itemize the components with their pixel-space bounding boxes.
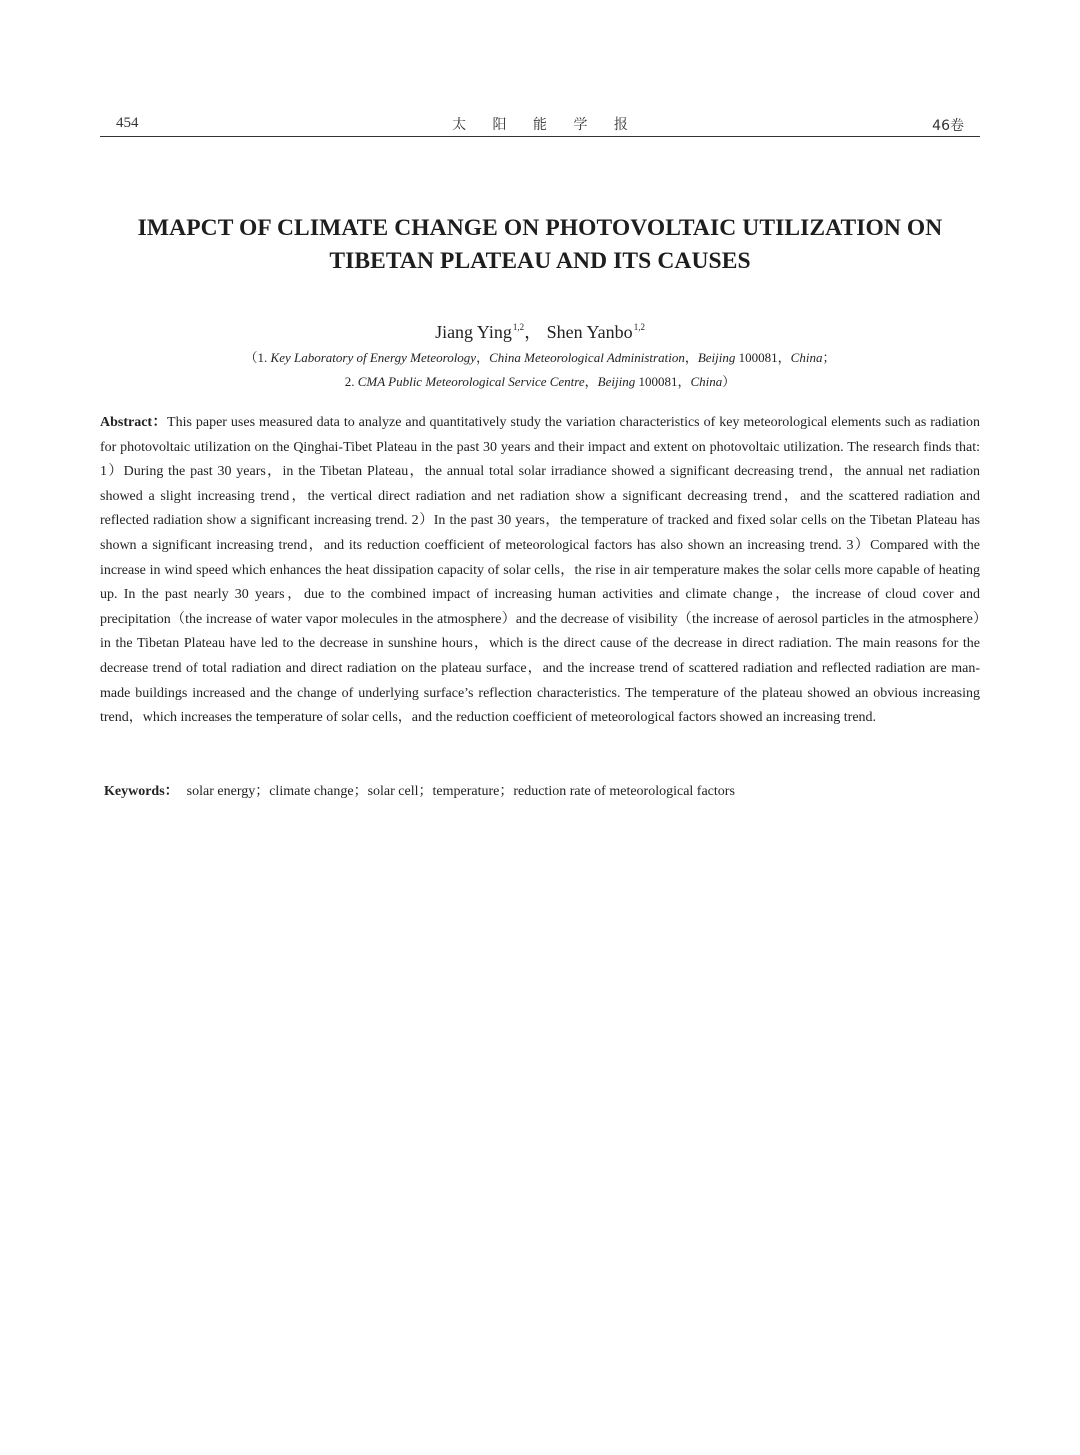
affiliation-2 — [100, 371, 980, 390]
keywords-text: solar energy；climate change；solar cell；temperature；reduction rate of meteorological factors — [186, 784, 735, 799]
running-header — [100, 112, 980, 137]
affiliation-1 — [100, 347, 980, 366]
affiliation-postcode: 100081， — [635, 374, 691, 389]
author-separator: ， — [524, 322, 547, 342]
title-line-2: TIBETAN PLATEAU AND ITS CAUSES — [329, 248, 751, 274]
affiliation-org: Key Laboratory of Energy Meteorology — [270, 350, 477, 365]
author-name: Shen Yanbo — [546, 322, 633, 342]
abstract-text: This paper uses measured data to analyze and quantitatively study the variation characteristics of key meteorological elements such as radiation for photovoltaic utilization on the Qinghai-Tibet Plateau in the past 30 years and their impact and extent on photovoltaic utilization. The research finds that: 1）During the past 30 years，in the Tibetan Plateau，the annual total solar irradiance showed a significant decreasing trend，the annual net radiation showed a slight increasing trend，the vertical direct radiation and net radiation show a significant decreasing trend，and the scattered radiation and reflected radiation show a significant increasing trend. 2）In the past 30 years，the temperature of tracked and fixed solar cells on the Tibetan Plateau has shown a significant increasing trend，and its reduction coefficient of meteorological factors has also shown an increasing trend. 3）Compared with the increase in wind speed which enhances the heat dissipation capacity of solar cells，the rise in air temperature makes the solar cells more capable of heating up. In the past nearly 30 years，due to the combined impact of increasing human activities and climate change，the increase of cloud cover and precipitation（the increase of water vapor molecules in the atmosphere）and the decrease of visibility（the increase of aerosol particles in the atmosphere）in the Tibetan Plateau have led to the decrease in sunshine hours，which is the direct cause of the decrease in direct radiation. The main reasons for the decrease trend of total radiation and direct radiation on the plateau surface，and the increase trend of scattered radiation and reflected radiation are man-made buildings increased and the change of underlying surface’s reflection characteristics. The temperature of the plateau showed an obvious increasing trend，which increases the temperature of solar cells，and the reduction coefficient of meteorological factors showed an increasing trend. — [100, 415, 980, 726]
affiliation-sep: ， — [684, 350, 698, 365]
paper-title — [100, 212, 980, 278]
affiliation-country: China — [790, 350, 823, 365]
abstract-label: Abstract： — [100, 415, 168, 430]
affiliation-agency: China Meteorological Administration — [489, 350, 685, 365]
author-affiliation-marker: 1,2 — [633, 322, 645, 332]
affiliation-sep: ， — [584, 374, 598, 389]
author-list — [100, 318, 980, 344]
affiliation-city: Beijing — [597, 374, 636, 389]
affiliation-prefix: 2. — [344, 374, 358, 389]
affiliation-postcode: 100081， — [735, 350, 791, 365]
page-number: 454 — [116, 115, 139, 131]
title-line-1: IMAPCT OF CLIMATE CHANGE ON PHOTOVOLTAIC UTILIZATION ON — [137, 215, 943, 241]
affiliation-city: Beijing — [697, 350, 736, 365]
affiliation-org: CMA Public Meteorological Service Centre — [357, 374, 585, 389]
volume-number: 46卷 — [932, 118, 964, 134]
affiliation-suffix: ； — [822, 350, 836, 365]
abstract — [100, 411, 980, 731]
keywords — [104, 780, 980, 805]
keywords-label: Keywords： — [104, 784, 179, 799]
author-affiliation-marker: 1,2 — [512, 322, 525, 332]
author-name: Jiang Ying — [435, 322, 512, 342]
affiliation-prefix: （1. — [244, 350, 271, 365]
journal-name: 太 阳 能 学 报 — [452, 117, 628, 133]
affiliation-sep: ， — [476, 350, 490, 365]
affiliation-suffix: ） — [722, 374, 736, 389]
affiliation-country: China — [690, 374, 723, 389]
